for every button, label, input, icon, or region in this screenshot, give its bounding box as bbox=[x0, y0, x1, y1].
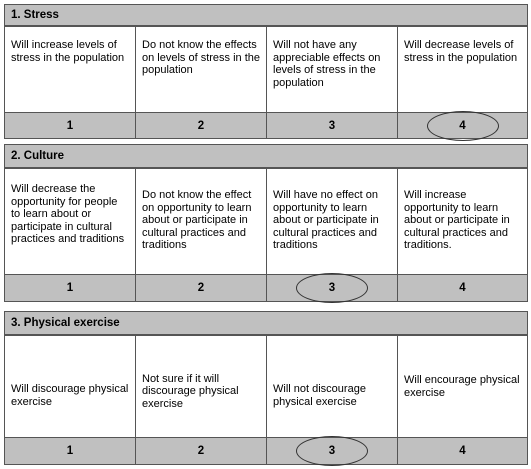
score-row bbox=[4, 112, 528, 139]
section-title: 2. Culture bbox=[4, 144, 528, 168]
score-label: 2 bbox=[197, 445, 205, 457]
score-2[interactable] bbox=[135, 112, 266, 139]
selected-circle bbox=[296, 273, 368, 303]
score-row bbox=[4, 274, 528, 302]
score-label: 1 bbox=[66, 445, 74, 457]
options-row bbox=[4, 26, 528, 113]
score-row bbox=[4, 437, 528, 465]
option-text: Not sure if it will discourage physical exercise bbox=[142, 372, 239, 410]
option-4 bbox=[397, 335, 528, 438]
score-4[interactable] bbox=[397, 437, 528, 465]
section-physical-exercise bbox=[4, 311, 528, 465]
option-text: Will not have any appreciable effects on levels of stress in the population bbox=[273, 39, 381, 89]
score-1[interactable] bbox=[4, 274, 135, 302]
score-label: 1 bbox=[66, 119, 74, 132]
score-label: 3 bbox=[328, 282, 336, 294]
option-1 bbox=[4, 335, 135, 438]
option-1 bbox=[4, 26, 135, 113]
score-3[interactable] bbox=[266, 112, 397, 139]
section-stress bbox=[4, 4, 528, 136]
option-text: Will have no effect on opportunity to learn about or participate in cultural practices and traditions bbox=[273, 189, 379, 252]
option-text: Will discourage physical exercise bbox=[11, 382, 129, 408]
option-3 bbox=[266, 168, 397, 275]
option-2 bbox=[135, 168, 266, 275]
option-4 bbox=[397, 26, 528, 113]
section-culture bbox=[4, 144, 528, 302]
option-text: Do not know the effect on opportunity to learn about or participate in cultural practices and traditions bbox=[142, 189, 252, 252]
option-2 bbox=[135, 26, 266, 113]
score-label: 4 bbox=[459, 445, 466, 457]
option-text: Will increase opportunity to learn about or participate in cultural practices and traditions. bbox=[404, 189, 510, 252]
options-row bbox=[4, 335, 528, 438]
section-title: 1. Stress bbox=[4, 4, 528, 26]
score-label: 1 bbox=[66, 282, 74, 294]
option-1 bbox=[4, 168, 135, 275]
score-label: 3 bbox=[328, 119, 336, 132]
option-2 bbox=[135, 335, 266, 438]
score-label: 2 bbox=[197, 282, 205, 294]
option-text: Will encourage physical exercise bbox=[404, 373, 520, 399]
score-4[interactable] bbox=[397, 112, 528, 139]
option-text: Will not discourage physical exercise bbox=[273, 382, 366, 408]
option-text: Do not know the effects on levels of stress in the population bbox=[142, 39, 261, 77]
score-label: 3 bbox=[328, 445, 336, 457]
score-2[interactable] bbox=[135, 274, 266, 302]
option-text: Will decrease the opportunity for people to learn about or participate in cultural practices and traditions bbox=[11, 183, 125, 246]
options-row bbox=[4, 168, 528, 275]
option-text: Will increase levels of stress in the population bbox=[11, 39, 125, 64]
option-3 bbox=[266, 26, 397, 113]
score-3[interactable] bbox=[266, 437, 397, 465]
selected-circle bbox=[427, 111, 499, 141]
score-label: 2 bbox=[197, 119, 205, 132]
option-text: Will decrease levels of stress in the population bbox=[404, 39, 518, 64]
score-3[interactable] bbox=[266, 274, 397, 302]
score-label: 4 bbox=[459, 282, 466, 294]
score-label: 4 bbox=[459, 119, 466, 132]
score-2[interactable] bbox=[135, 437, 266, 465]
score-1[interactable] bbox=[4, 112, 135, 139]
option-4 bbox=[397, 168, 528, 275]
section-title: 3. Physical exercise bbox=[4, 311, 528, 335]
selected-circle bbox=[296, 436, 368, 466]
score-1[interactable] bbox=[4, 437, 135, 465]
option-3 bbox=[266, 335, 397, 438]
score-4[interactable] bbox=[397, 274, 528, 302]
